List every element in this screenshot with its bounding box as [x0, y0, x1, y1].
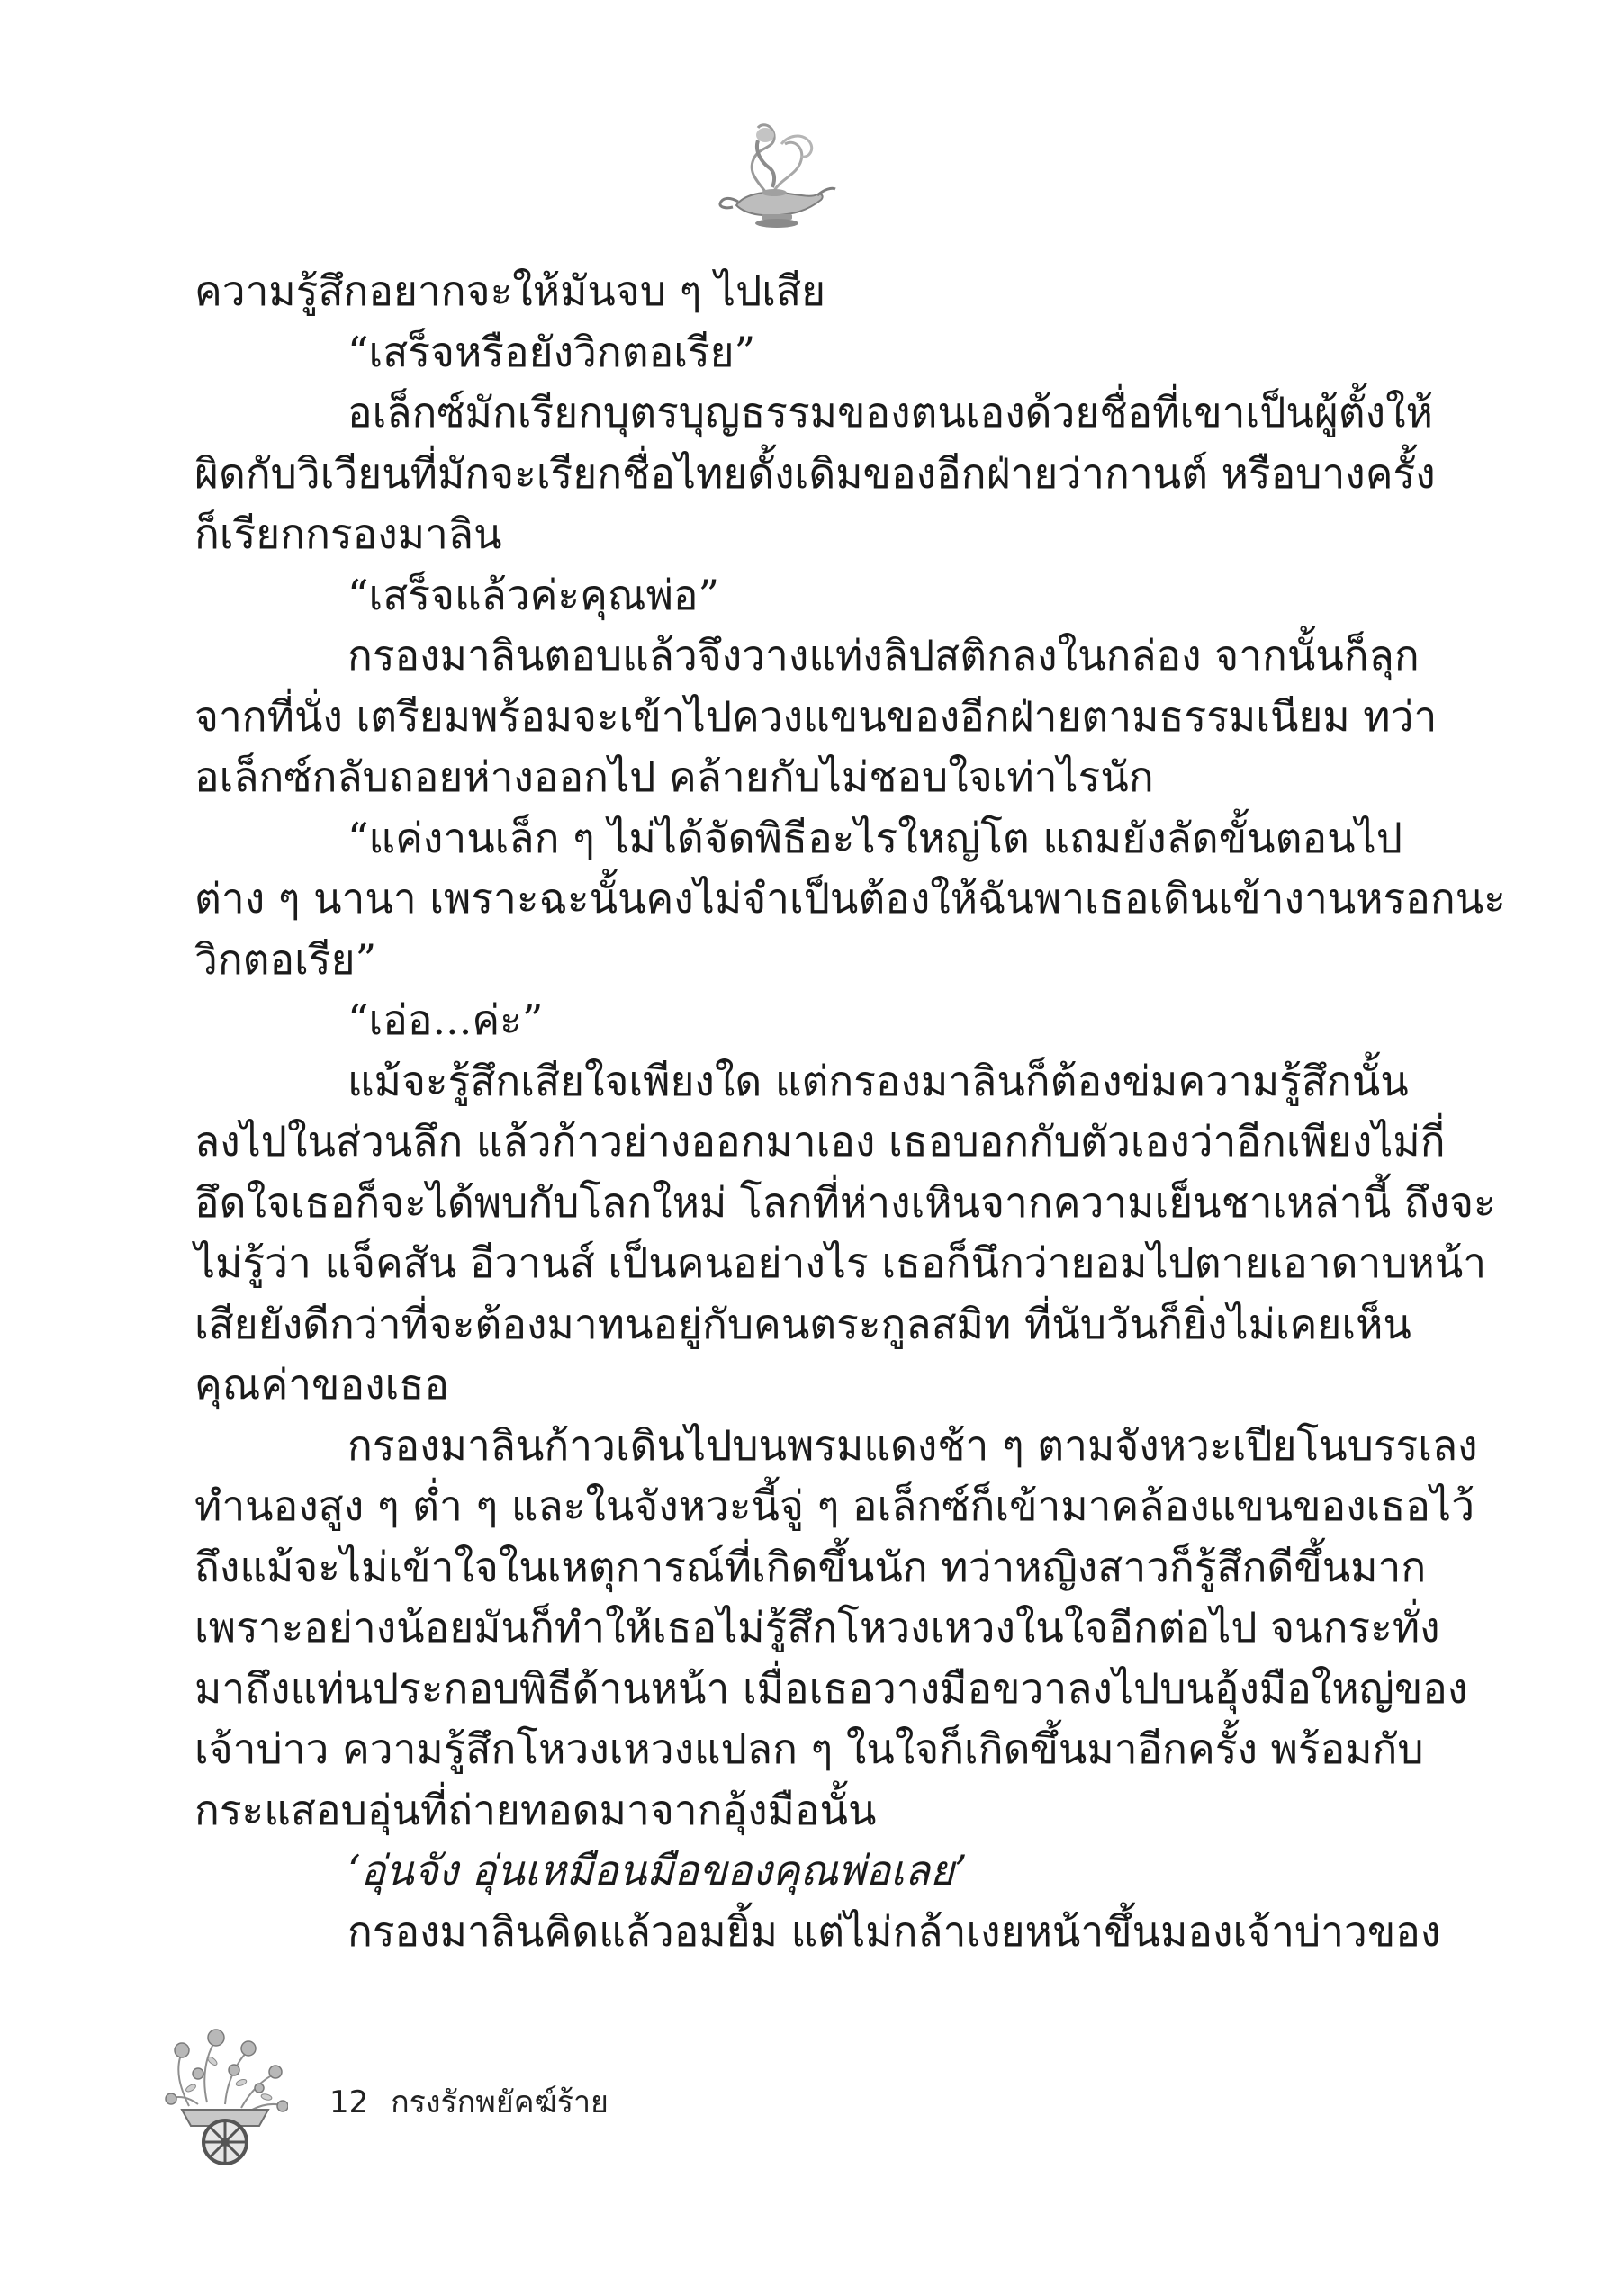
book-title: กรงรักพยัคฆ์ร้าย [391, 2084, 609, 2120]
text-line: คุณค่าของเธอ [194, 1360, 450, 1409]
text-line: อึดใจเธอก็จะได้พบกับโลกใหม่ โลกที่ห่างเหินจากความเย็นชาเหล่านี้ ถึงจะ [194, 1177, 1496, 1227]
text-line: เพราะอย่างน้อยมันก็ทำให้เธอไม่รู้สึกโหวงเหวงในใจอีกต่อไป จนกระทั่ง [194, 1603, 1440, 1652]
text-line: “แค่งานเล็ก ๆ ไม่ได้จัดพิธีอะไรใหญ่โต แถมยังลัดขั้นตอนไป [347, 813, 1402, 862]
text-line: เสียยังดีกว่าที่จะต้องมาทนอยู่กับคนตระกูลสมิท ที่นับวันก็ยิ่งไม่เคยเห็น [194, 1299, 1411, 1348]
text-line: ไม่รู้ว่า แจ็คสัน อีวานส์ เป็นคนอย่างไร เธอก็นึกว่ายอมไปตายเอาดาบหน้า [194, 1238, 1487, 1287]
text-line: “เอ่อ...ค่ะ” [347, 995, 544, 1044]
text-line: กรองมาลินตอบแล้วจึงวางแท่งลิปสติกลงในกล่อง จากนั้นก็ลุก [347, 631, 1420, 680]
text-line: ถึงแม้จะไม่เข้าใจในเหตุการณ์ที่เกิดขึ้นนัก ทว่าหญิงสาวก็รู้สึกดีขึ้นมาก [194, 1542, 1427, 1591]
footer-text [329, 2077, 609, 2126]
text-line: กรองมาลินก้าวเดินไปบนพรมแดงช้า ๆ ตามจังหวะเปียโนบรรเลง [347, 1420, 1478, 1470]
text-line: ลงไปในส่วนลึก แล้วก้าวย่างออกมาเอง เธอบอกกับตัวเองว่าอีกเพียงไม่กี่ [194, 1117, 1446, 1166]
flower-cart-icon [162, 2016, 288, 2169]
page-number: 12 [329, 2084, 369, 2120]
text-line: วิกตอเรีย” [194, 934, 377, 984]
text-line: ความรู้สึกอยากจะให้มันจบ ๆ ไปเสีย [194, 266, 826, 315]
text-line: ผิดกับวิเวียนที่มักจะเรียกชื่อไทยดั้งเดิมของอีกฝ่ายว่ากานต์ หรือบางครั้ง [194, 448, 1436, 498]
text-line: “เสร็จหรือยังวิกตอเรีย” [347, 327, 756, 376]
text-line: อเล็กซ์กลับถอยห่างออกไป คล้ายกับไม่ชอบใจเท่าไรนัก [194, 752, 1154, 801]
body-text [194, 261, 1506, 1962]
text-line: “เสร็จแล้วค่ะคุณพ่อ” [347, 570, 720, 619]
text-line: อเล็กซ์มักเรียกบุตรบุญธรรมของตนเองด้วยชื่อที่เขาเป็นผู้ตั้งให้ [347, 388, 1433, 437]
text-line: ต่าง ๆ นานา เพราะฉะนั้นคงไม่จำเป็นต้องให้ฉันพาเธอเดินเข้างานหรอกนะ [194, 874, 1506, 923]
text-line: กระแสอบอุ่นที่ถ่ายทอดมาจากอุ้งมือนั้น [194, 1785, 877, 1834]
text-line: ‘อุ่นจัง อุ่นเหมือนมือของคุณพ่อเลย’ [347, 1846, 968, 1895]
page-footer [162, 2016, 612, 2178]
text-line: จากที่นั่ง เตรียมพร้อมจะเข้าไปควงแขนของอีกฝ่ายตามธรรมเนียม ทว่า [194, 691, 1438, 741]
text-line: ก็เรียกกรองมาลิน [194, 509, 502, 558]
genie-lamp-icon [711, 108, 837, 234]
text-line: ทำนองสูง ๆ ต่ำ ๆ และในจังหวะนี้จู่ ๆ อเล็กซ์ก็เข้ามาคล้องแขนของเธอไว้ [194, 1481, 1475, 1530]
text-line: เจ้าบ่าว ความรู้สึกโหวงเหวงแปลก ๆ ในใจก็เกิดขึ้นมาอีกครั้ง พร้อมกับ [194, 1724, 1424, 1773]
text-line: แม้จะรู้สึกเสียใจเพียงใด แต่กรองมาลินก็ต้องข่มความรู้สึกนั้น [347, 1056, 1409, 1105]
text-line: กรองมาลินคิดแล้วอมยิ้ม แต่ไม่กล้าเงยหน้าขึ้นมองเจ้าบ่าวของ [347, 1906, 1441, 1956]
text-line: มาถึงแท่นประกอบพิธีด้านหน้า เมื่อเธอวางมือขวาลงไปบนอุ้งมือใหญ่ของ [194, 1663, 1468, 1713]
